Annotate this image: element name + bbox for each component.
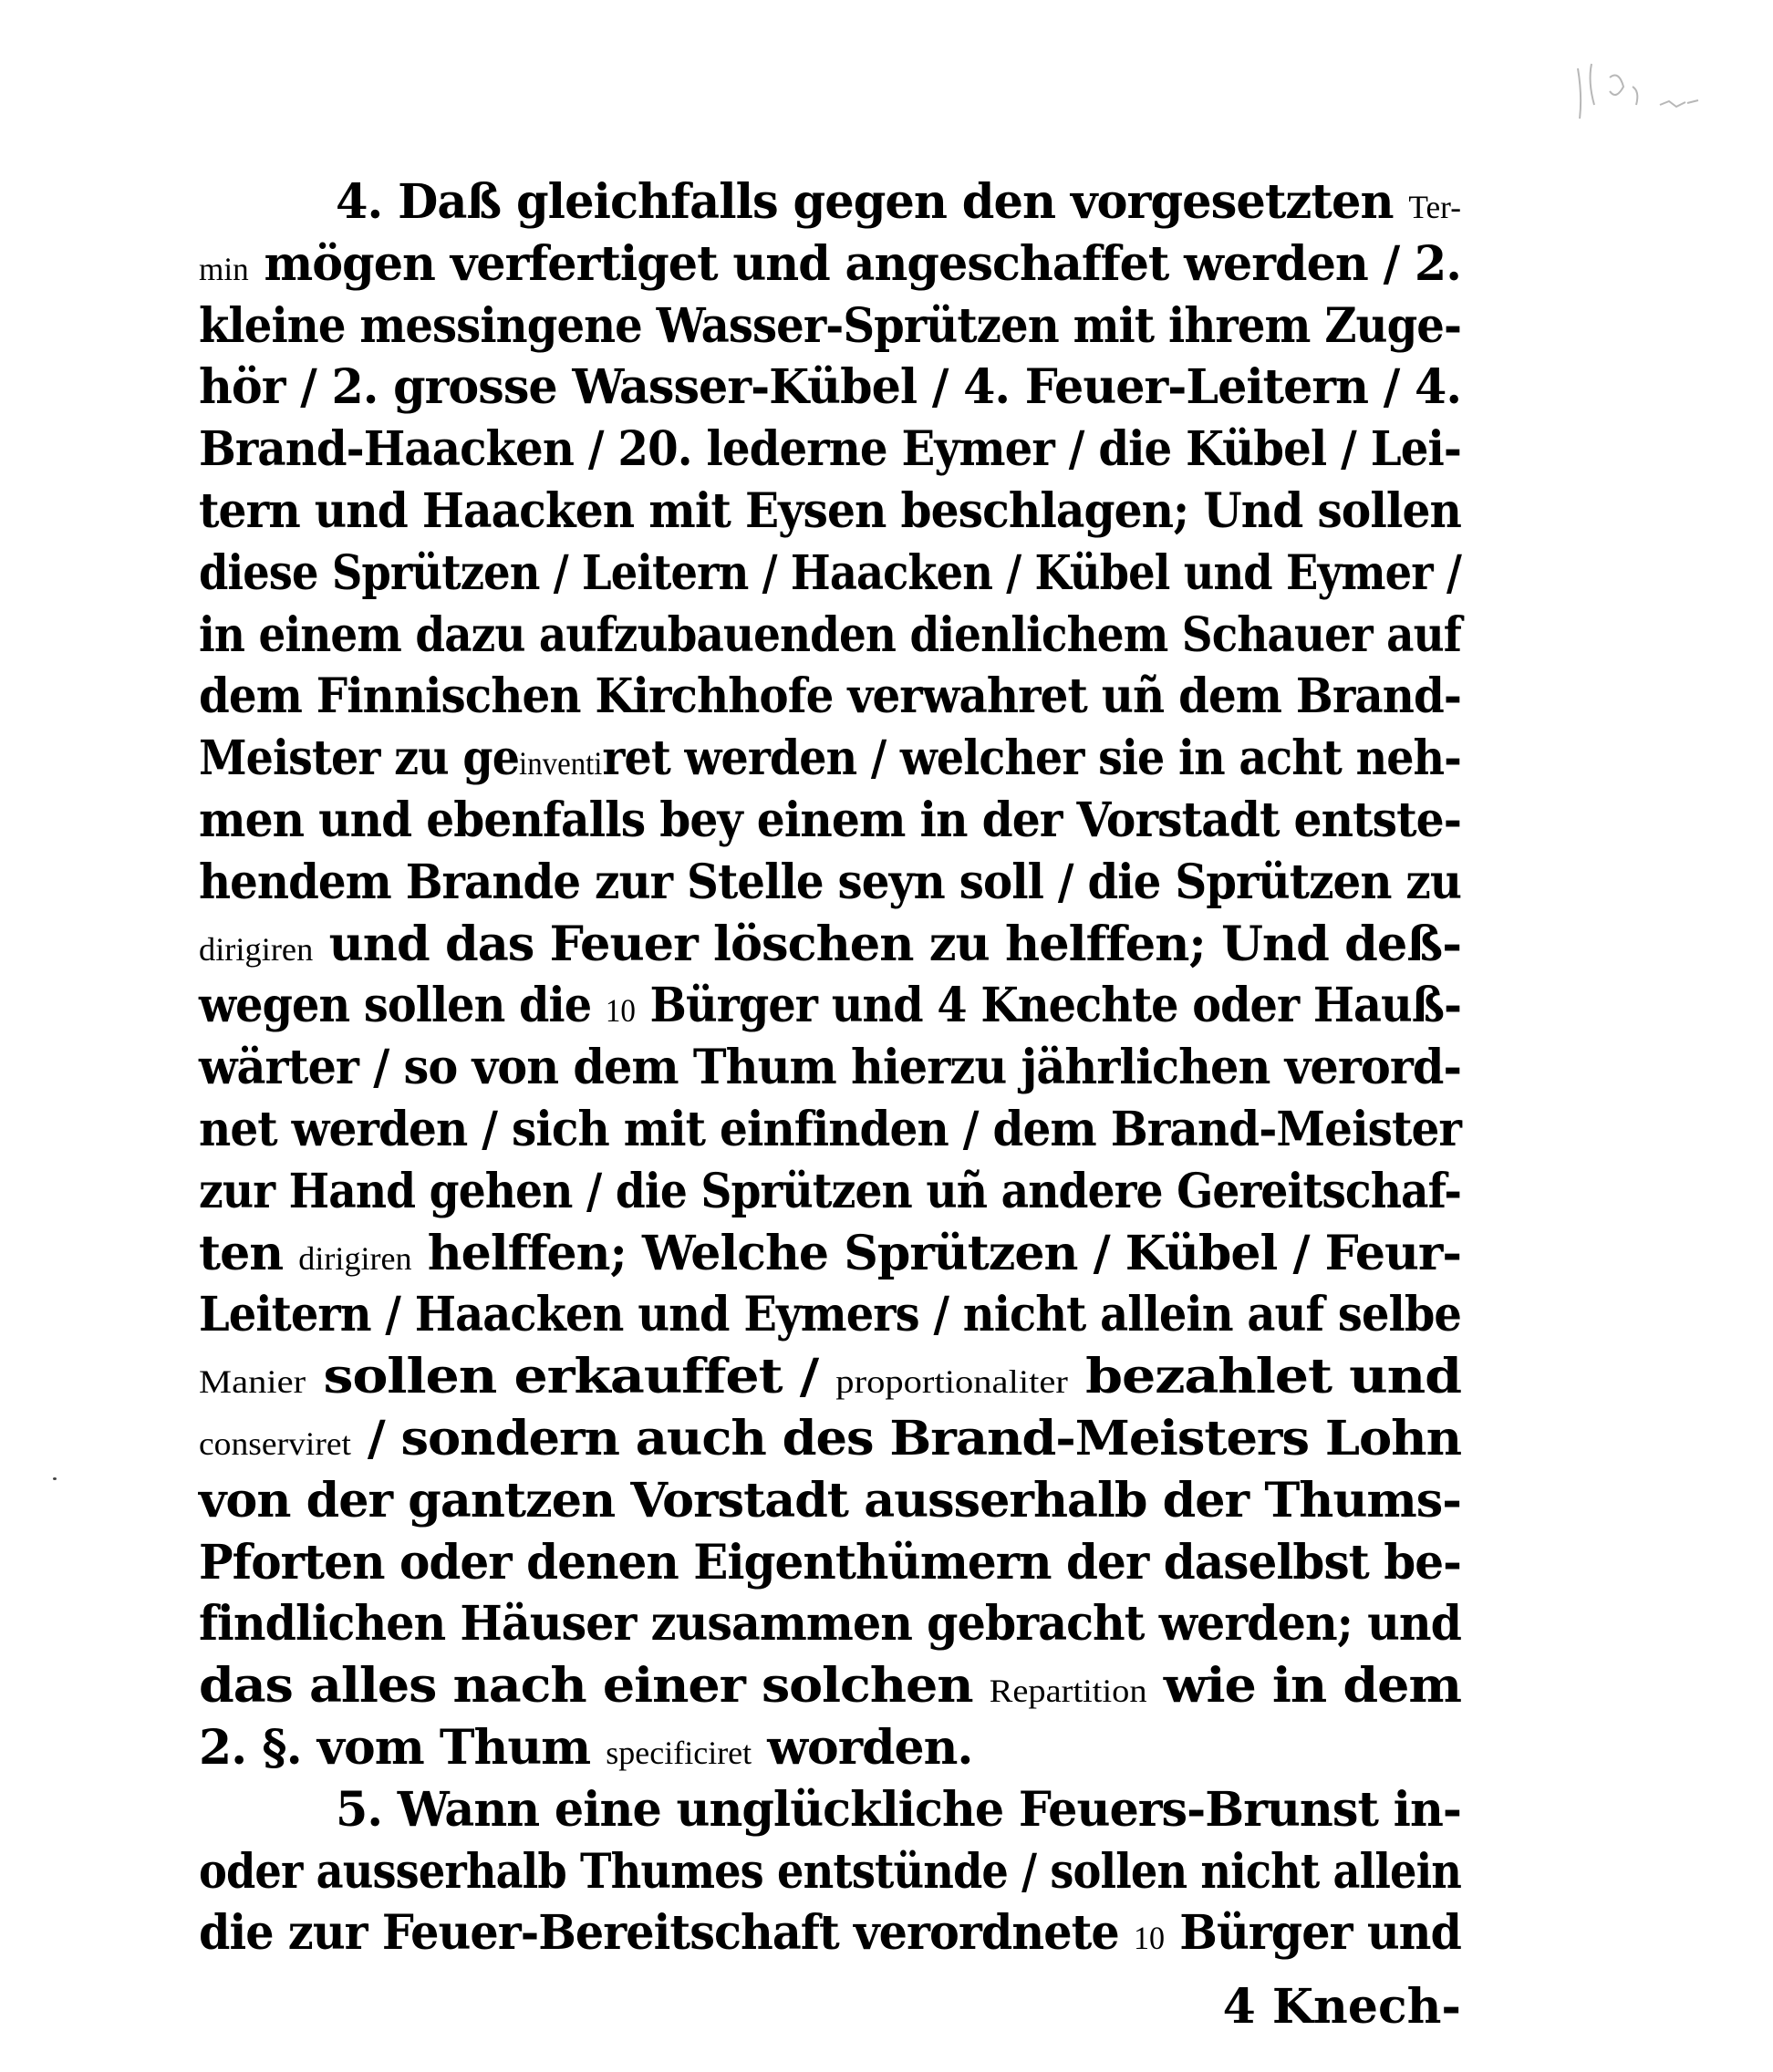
fraktur-text: hör / 2. grosse Wasser-Kübel / 4. Feuer-Leitern / 4. xyxy=(199,359,1461,416)
fraktur-text: wärter / so von dem Thum hierzu jährlichen verord- xyxy=(199,1040,1461,1096)
antiqua-word: 10 xyxy=(1133,1920,1166,1957)
text-line xyxy=(199,975,1461,1037)
antiqua-word: dirigiren xyxy=(199,930,314,968)
text-line-content xyxy=(199,666,1461,728)
text-line xyxy=(199,543,1461,605)
text-line xyxy=(199,1037,1461,1099)
text-line-content xyxy=(199,1717,972,1785)
fraktur-text: bezahlet und xyxy=(1067,1349,1461,1405)
scan-speck xyxy=(53,1477,57,1480)
text-line-content xyxy=(199,295,1461,357)
text-line xyxy=(199,1532,1461,1594)
fraktur-text: dem Finnischen Kirchhofe verwahret uñ dem Brand- xyxy=(199,668,1461,725)
antiqua-word: 10 xyxy=(605,992,636,1030)
fraktur-text: diese Sprützen / Leitern / Haacken / Kübel und Eymer / xyxy=(199,544,1461,601)
fraktur-text: Brand-Haacken / 20. lederne Eymer / die Kübel / Lei- xyxy=(199,421,1461,478)
fraktur-text: ret werden / welcher sie in acht neh- xyxy=(602,730,1461,787)
fraktur-text: men und ebenfalls bey einem in der Vorstadt entste- xyxy=(199,792,1461,848)
body-text xyxy=(199,171,1461,1964)
text-line-content xyxy=(199,419,1461,481)
fraktur-text: / sondern auch des Brand-Meisters Lohn xyxy=(350,1410,1462,1466)
text-line xyxy=(199,852,1461,914)
text-line-content xyxy=(199,233,1461,301)
text-line-content xyxy=(199,1099,1461,1161)
fraktur-text: tern und Haacken mit Eysen beschlagen; Und sollen xyxy=(199,482,1461,539)
fraktur-text: Leitern / Haacken und Eymers / nicht allein auf selbe xyxy=(199,1287,1461,1343)
text-line xyxy=(199,1593,1461,1655)
fraktur-text: mögen verfertiget und angeschaffet werden / 2. xyxy=(248,235,1462,292)
text-line-content xyxy=(199,1532,1461,1594)
text-line-content xyxy=(199,1470,1461,1532)
fraktur-text: findlichen Häuser zusammen gebracht werden; und xyxy=(199,1596,1461,1652)
fraktur-text: von der gantzen Vorstadt ausserhalb der Thums- xyxy=(199,1472,1461,1528)
fraktur-text: Bürger und xyxy=(1165,1905,1461,1962)
text-line-content xyxy=(199,1841,1461,1903)
text-line xyxy=(199,1161,1461,1223)
text-line xyxy=(199,1655,1461,1717)
fraktur-text: und das Feuer löschen zu helffen; Und deß- xyxy=(313,916,1461,972)
text-line-content xyxy=(199,914,1461,981)
text-line-content xyxy=(199,543,1461,605)
antiqua-word: proportionaliter xyxy=(835,1363,1068,1401)
text-line xyxy=(199,605,1461,667)
text-line xyxy=(199,233,1461,295)
fraktur-text: wegen sollen die xyxy=(199,978,606,1034)
fraktur-text: oder ausserhalb Thumes entstünde / sollen nicht allein xyxy=(199,1843,1461,1900)
text-line xyxy=(199,1470,1461,1532)
antiqua-word: min xyxy=(199,250,249,287)
text-line-content xyxy=(199,1902,1461,1970)
fraktur-text: 2. §. vom Thum xyxy=(199,1719,607,1776)
antiqua-word: specificiret xyxy=(606,1734,752,1771)
text-line-content xyxy=(336,1779,1461,1841)
text-line-content xyxy=(199,1284,1461,1346)
text-line xyxy=(199,419,1461,481)
text-line xyxy=(199,357,1461,419)
fraktur-text: helffen; Welche Sprützen / Kübel / Feur- xyxy=(411,1225,1461,1281)
fraktur-text: worden. xyxy=(752,1719,973,1776)
fraktur-text: das alles nach einer solchen xyxy=(199,1658,990,1715)
text-line-content xyxy=(199,790,1461,852)
catchword: 4 Knech- xyxy=(1222,1979,1461,2035)
text-line xyxy=(199,790,1461,852)
text-line xyxy=(199,1346,1461,1408)
text-line-content xyxy=(199,605,1461,667)
fraktur-text: 4. Daß gleichfalls gegen den vorgesetzten xyxy=(336,174,1409,230)
fraktur-text: hendem Brande zur Stelle seyn soll / die Sprützen zu xyxy=(199,854,1461,910)
fraktur-text: Meister zu ge xyxy=(199,730,520,787)
text-line-content xyxy=(199,1408,1461,1476)
text-line-content xyxy=(199,1223,1461,1290)
text-line xyxy=(199,914,1461,976)
text-line-content xyxy=(199,1346,1461,1414)
text-line-content xyxy=(336,171,1461,239)
text-line xyxy=(199,1717,1461,1779)
fraktur-text: sollen erkauffet / xyxy=(306,1349,836,1405)
text-line-content xyxy=(199,1593,1461,1655)
fraktur-text: 5. Wann eine unglückliche Feuers-Brunst in- xyxy=(336,1781,1461,1838)
text-line xyxy=(199,1408,1461,1470)
antiqua-word: conserviret xyxy=(199,1424,351,1462)
fraktur-text: wie in dem xyxy=(1146,1658,1461,1715)
text-line xyxy=(199,1284,1461,1346)
text-line xyxy=(199,481,1461,543)
text-line xyxy=(199,1902,1461,1964)
fraktur-text: Pforten oder denen Eigenthümern der daselbst be- xyxy=(199,1534,1461,1590)
fraktur-text: ten xyxy=(199,1225,299,1281)
text-line xyxy=(199,1099,1461,1161)
fraktur-text: in einem dazu aufzubauenden dienlichem Schauer auf xyxy=(199,606,1461,663)
fraktur-text: Bürger und 4 Knechte oder Hauß- xyxy=(635,978,1461,1034)
library-stamp-mark xyxy=(1569,50,1724,137)
antiqua-word: dirigiren xyxy=(298,1239,412,1277)
text-line xyxy=(199,1779,1461,1841)
text-line xyxy=(199,728,1461,790)
text-line-content xyxy=(199,1655,1461,1723)
fraktur-text: die zur Feuer-Bereitschaft verordnete xyxy=(199,1905,1134,1962)
text-line-content xyxy=(199,975,1461,1042)
text-line xyxy=(199,666,1461,728)
text-line xyxy=(199,1223,1461,1285)
text-line-content xyxy=(199,357,1461,419)
antiqua-word: inventi xyxy=(519,745,603,782)
antiqua-word: Ter- xyxy=(1408,189,1461,225)
text-line-content xyxy=(199,481,1461,543)
text-line xyxy=(199,295,1461,357)
text-line xyxy=(199,1841,1461,1903)
text-line xyxy=(199,171,1461,233)
fraktur-text: net werden / sich mit einfinden / dem Brand-Meister xyxy=(199,1101,1461,1157)
text-line-content xyxy=(199,728,1461,795)
text-line-content xyxy=(199,1161,1461,1223)
fraktur-text: zur Hand gehen / die Sprützen uñ andere Gereitschaf- xyxy=(199,1163,1461,1219)
fraktur-text: kleine messingene Wasser-Sprützen mit ihrem Zuge- xyxy=(199,297,1461,354)
antiqua-word: Manier xyxy=(199,1363,306,1401)
antiqua-word: Repartition xyxy=(989,1673,1147,1710)
text-line-content xyxy=(199,1037,1461,1099)
text-line-content xyxy=(199,852,1461,914)
